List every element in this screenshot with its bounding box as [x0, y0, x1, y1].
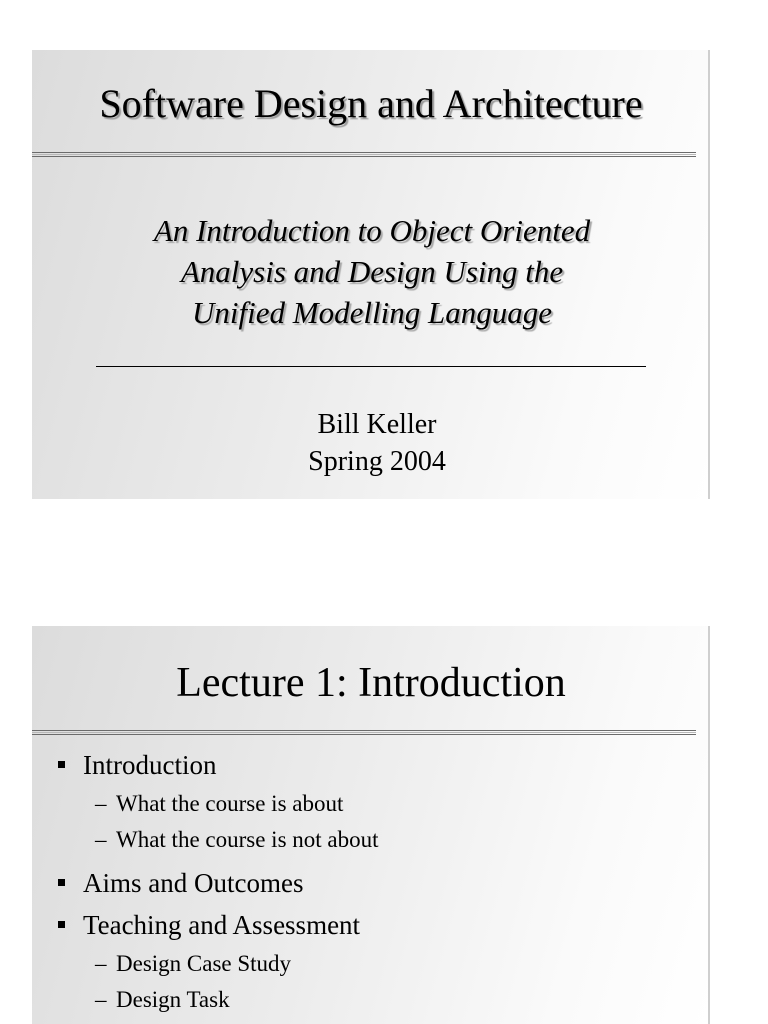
sub-bullet-label: What the course is about [116, 791, 344, 816]
sub-bullet-item [83, 786, 379, 822]
title-divider [32, 152, 696, 158]
bullet-label: Teaching and Assessment [83, 910, 361, 940]
sub-bullet-item [83, 982, 379, 1018]
slide-subtitle [112, 210, 632, 333]
square-bullet-icon [58, 879, 65, 886]
square-bullet-icon [58, 761, 65, 768]
sub-bullet-item [83, 946, 379, 982]
subtitle-line: Analysis and Design Using the [180, 254, 564, 289]
dash-bullet-icon: – [95, 791, 107, 816]
author-name: Bill Keller [317, 409, 437, 440]
dash-bullet-icon: – [95, 987, 107, 1012]
bullet-item [54, 866, 379, 900]
bullet-label: Aims and Outcomes [83, 868, 304, 898]
sub-bullet-list [83, 786, 379, 858]
subtitle-divider [96, 366, 646, 367]
sub-bullet-label: Design Case Study [116, 951, 292, 976]
term-date: Spring 2004 [308, 446, 446, 477]
sub-bullet-list [83, 946, 379, 1018]
bullet-label: Introduction [83, 750, 217, 780]
slide-title: Software Design and Architecture [99, 81, 643, 126]
square-bullet-icon [58, 921, 65, 928]
dash-bullet-icon: – [95, 951, 107, 976]
subtitle-line: Unified Modelling Language [192, 295, 552, 330]
subtitle-line: An Introduction to Object Oriented [153, 213, 591, 248]
slide-title: Lecture 1: Introduction [176, 660, 566, 706]
bullet-list [54, 748, 379, 1018]
sub-bullet-item [83, 822, 379, 858]
sub-bullet-label: Design Task [116, 987, 230, 1012]
dash-bullet-icon: – [95, 827, 107, 852]
bullet-item [54, 748, 379, 858]
outline-slide [32, 626, 710, 1024]
title-divider [32, 730, 696, 736]
title-slide [32, 50, 710, 499]
bullet-item [54, 908, 379, 1018]
sub-bullet-label: What the course is not about [116, 827, 379, 852]
